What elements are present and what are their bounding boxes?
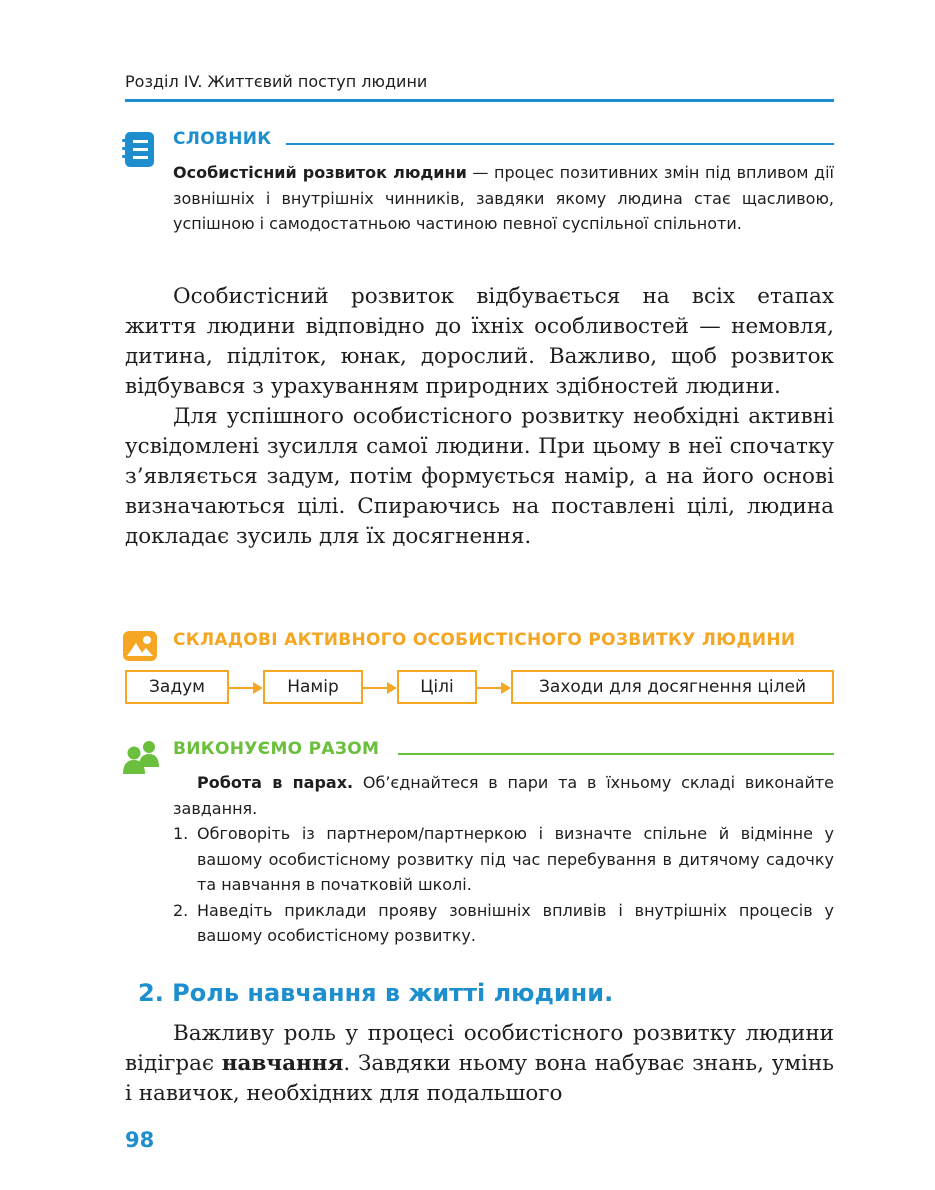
flow-step-intent: Задум	[125, 670, 229, 704]
dictionary-definition	[173, 160, 834, 237]
task-text-1: Обговоріть із партнером/партнеркою і визначте спільне й відмінне у вашому особистісному розвитку під час перебування в дитячому садочку та навчання в початковій школі.	[197, 824, 834, 894]
section2-text-start: Важливу роль у процесі особистісного розвитку людини відіграє	[125, 1021, 834, 1076]
page-number: 98	[125, 1128, 155, 1152]
dictionary-term: Особистісний розвиток людини	[173, 163, 467, 182]
dictionary-definition-text: — процес позитивних змін під впливом дії зовнішніх і внутрішніх чинників, завдяки якому людина стає щасливою, успішною і самодостатньою частиною певної суспільної спільноти.	[173, 163, 834, 233]
header-rule	[125, 99, 834, 102]
people-icon	[122, 739, 160, 775]
pair-work-label: Робота в парах.	[197, 773, 354, 792]
task-text-2: Наведіть приклади прояву зовнішніх впливів і внутрішніх процесів у вашому особистісному розвитку.	[197, 900, 834, 945]
task-number-2: 2.	[173, 900, 189, 920]
dictionary-icon	[122, 131, 156, 169]
together-title-rule	[398, 753, 834, 755]
task-number-1: 1.	[173, 824, 189, 843]
flow-step-measures: Заходи для досягнення цілей	[511, 670, 834, 704]
image-icon	[123, 631, 157, 661]
components-title: СКЛАДОВІ АКТИВНОГО ОСОБИСТІСНОГО РОЗВИТКУ ЛЮДИНИ	[173, 630, 796, 650]
dictionary-title-rule	[286, 143, 834, 145]
dictionary-title: СЛОВНИК	[173, 129, 272, 149]
section2-paragraph	[125, 1019, 834, 1109]
pair-work-text: Об’єднайтеся в пари та в їхньому складі виконайте завдання.	[173, 773, 835, 818]
task-item-2	[173, 898, 834, 949]
section2-text-end: . Завдяки ньому вона набуває знань, умінь і навичок, необхідних для подальшого	[125, 1051, 834, 1106]
flow-arrow-2	[363, 680, 397, 694]
flow-arrow-3	[477, 680, 511, 694]
task-item-1	[173, 821, 834, 898]
section-heading: 2. Роль навчання в житті людини.	[138, 979, 614, 1007]
body-paragraphs	[125, 282, 834, 552]
body-paragraph-1: Особистісний розвиток відбувається на всіх етапах життя людини відповідно до їхніх особливостей — немовля, дитина, підліток, юнак, дорослий. Важливо, щоб розвиток відбувався з урахуванням природних здібностей людини.	[125, 284, 834, 399]
running-header: Розділ IV. Життєвий поступ людини	[125, 72, 428, 91]
section2-body	[125, 1019, 834, 1109]
flow-step-goals: Цілі	[397, 670, 477, 704]
together-title: ВИКОНУЄМО РАЗОМ	[173, 739, 380, 759]
together-content	[173, 770, 834, 949]
flow-arrow-1	[229, 680, 263, 694]
flow-step-intention: Намір	[263, 670, 363, 704]
section2-keyword: навчання	[221, 1051, 344, 1076]
body-paragraph-2: Для успішного особистісного розвитку необхідні активні усвідомлені зусилля самої людини. При цьому в неї спочатку з’являється задум, потім формується намір, а на його основі визначаються цілі. Спираючись на поставлені цілі, людина докладає зусиль для їх досягнення.	[125, 404, 834, 549]
